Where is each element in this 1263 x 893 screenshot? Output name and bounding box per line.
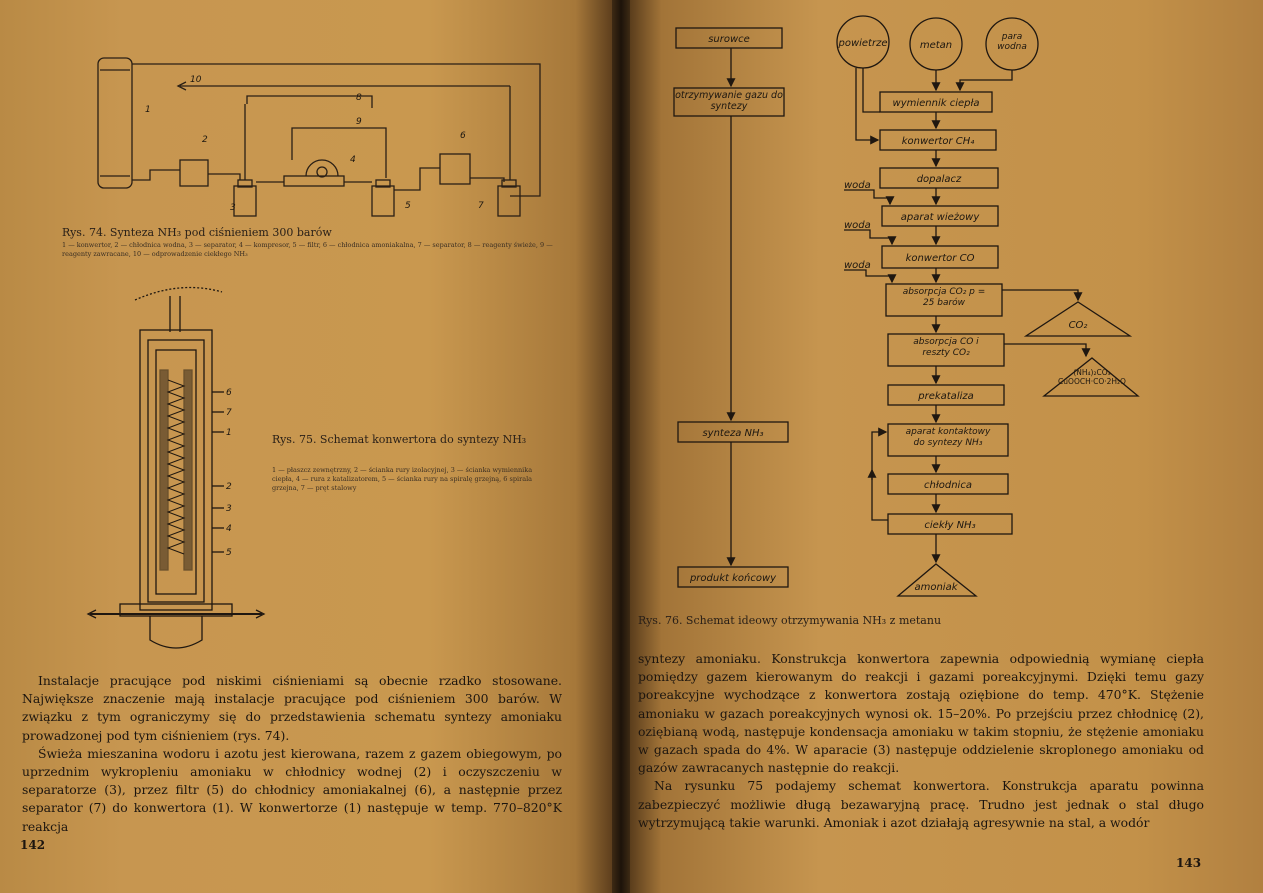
- fig76-label-gas-production: otrzymywanie gazu do syntezy: [675, 90, 783, 112]
- svg-text:2: 2: [202, 135, 208, 145]
- svg-text:1: 1: [226, 428, 232, 438]
- right-body-text: [638, 650, 1204, 832]
- figure-74-legend: 1 — konwertor, 2 — chłodnica wodna, 3 — separator, 4 — kompresor, 5 — filtr, 6 — chłodnica amoniakalna, 7 — separator, 8 — reagenty świeże, 9 — reagenty zawracane, 10 — odprowadzenie ciekłego NH₃: [62, 241, 553, 258]
- right-paragraph-2: Na rysunku 75 podajemy schemat konwertora. Konstrukcja aparatu powinna zabezpieczyć możliwie długą bezawaryjną pracę. Trudno jest jednak o stal długo wytrzymującą takie warunki. Amoniak i azot działają agresywnie na stal, a wodór: [638, 778, 1204, 830]
- fig76-label-raw-materials: surowce: [708, 34, 750, 45]
- fig76-label-methane: metan: [919, 40, 953, 51]
- svg-text:3: 3: [230, 203, 236, 213]
- figure-75-legend: 1 — płaszcz zewnętrzny, 2 — ścianka rury izolacyjnej, 3 — ścianka wymiennika ciepła, 4 — rura z katalizatorem, 5 — ścianka rury na spiralę grzejną, 6 spirala grzejna, 7 — pręt stalowy: [272, 466, 533, 492]
- fig76-label-air: powietrze: [838, 38, 888, 49]
- fig76-label-co-converter: konwertor CO: [905, 253, 975, 264]
- fig76-label-water-3: woda: [844, 260, 871, 271]
- fig76-label-precatalysis: prekataliza: [918, 391, 974, 402]
- svg-text:10: 10: [190, 75, 202, 85]
- fig76-label-co2-product: CO₂: [1068, 320, 1088, 331]
- fig76-label-ammonium-product: (NH₄)₂CO₃ CuOOCH·CO·2H₂O: [1058, 368, 1126, 386]
- fig76-label-tower: aparat wieżowy: [900, 212, 980, 223]
- left-page: [0, 0, 612, 893]
- svg-text:2: 2: [226, 482, 232, 492]
- book-gutter: [612, 0, 630, 893]
- fig76-label-water-1: woda: [844, 180, 871, 191]
- figure-74-title: Rys. 74. Synteza NH₃ pod ciśnieniem 300 barów: [62, 226, 332, 239]
- svg-text:5: 5: [226, 548, 232, 558]
- svg-text:7: 7: [226, 408, 232, 418]
- figure-76-diagram: [630, 0, 1263, 610]
- fig76-label-water-2: woda: [844, 220, 871, 231]
- fig76-label-contact-apparatus: aparat kontaktowy do syntezy NH₃: [905, 427, 991, 448]
- svg-text:8: 8: [356, 93, 362, 103]
- fig76-label-ch4-converter: konwertor CH₄: [901, 136, 975, 147]
- left-paragraph-2: Świeża mieszanina wodoru i azotu jest kierowana, razem z gazem obiegowym, po uprzednim wykropleniu amoniaku w chłodnicy wodnej (2) i oczyszczeniu w separatorze (3), przez filtr (5) do chłodnicy amoniakalnej (6), a następnie przez separator (7) do konwertora (1). W konwertorze (1) następuje w temp. 770–820°K reakcja: [22, 745, 562, 834]
- figure-75-diagram: [0, 0, 612, 670]
- svg-text:6: 6: [226, 388, 232, 398]
- svg-text:7: 7: [478, 201, 484, 211]
- fig76-label-afterburner: dopalacz: [916, 174, 962, 185]
- fig76-label-synthesis: synteza NH₃: [702, 428, 764, 439]
- fig76-label-co-absorption: absorpcja CO i reszty CO₂: [913, 337, 979, 358]
- fig76-label-steam: para wodna: [997, 32, 1027, 52]
- right-page: [630, 0, 1263, 893]
- fig76-label-ammonia-product: amoniak: [914, 582, 958, 593]
- svg-text:3: 3: [226, 504, 232, 514]
- page-number-left: 142: [20, 838, 46, 852]
- right-paragraph-1: syntezy amoniaku. Konstrukcja konwertora zapewnia odpowiednią wymianę ciepła pomiędzy gazem kierowanym do reakcji i gazami poreakcyjnymi. Dzięki temu gazy poreakcyjne wychodzące z konwertora zostają oziębione do temp. 470°K. Stężenie amoniaku w gazach poreakcyjnych wynosi ok. 15–20%. Po przejściu przez chłodnicę (2), oziębianą wodą, następuje kondensacja amoniaku w takim stopniu, że stężenie amoniaku w gazach spada do 4%. W aparacie (3) następuje oddzielenie skroplonego amoniaku od gazów zawracanych następnie do reakcji.: [638, 651, 1204, 776]
- svg-text:6: 6: [460, 131, 466, 141]
- svg-text:4: 4: [350, 155, 356, 165]
- figure-76-title: Rys. 76. Schemat ideowy otrzymywania NH₃ z metanu: [638, 614, 942, 627]
- fig75-heating-spiral: [168, 380, 184, 554]
- fig75-outer-shell: [140, 330, 212, 610]
- fig76-label-final-product: produkt końcowy: [689, 573, 777, 584]
- fig76-label-cooler: chłodnica: [924, 480, 972, 491]
- fig76-label-liquid-nh3: ciekły NH₃: [924, 520, 976, 531]
- svg-text:9: 9: [356, 117, 362, 127]
- fig76-label-co2-absorption: absorpcja CO₂ p = 25 barów: [902, 287, 986, 308]
- left-body-text: [22, 672, 562, 836]
- fig76-label-heat-exchanger: wymiennik ciepła: [892, 98, 980, 109]
- svg-text:5: 5: [405, 201, 411, 211]
- figure-75-title: Rys. 75. Schemat konwertora do syntezy NH₃: [272, 433, 527, 446]
- page-number-right: 143: [1176, 856, 1202, 870]
- svg-text:1: 1: [145, 105, 151, 115]
- left-paragraph-1: Instalacje pracujące pod niskimi ciśnieniami są obecnie rzadko stosowane. Największe znaczenie mają instalacje pracujące pod ciśnieniem 300 barów. W związku z tym ograniczymy się do przedstawienia schematu syntezy amoniaku prowadzonej pod tym ciśnieniem (rys. 74).: [22, 673, 562, 743]
- svg-text:4: 4: [226, 524, 232, 534]
